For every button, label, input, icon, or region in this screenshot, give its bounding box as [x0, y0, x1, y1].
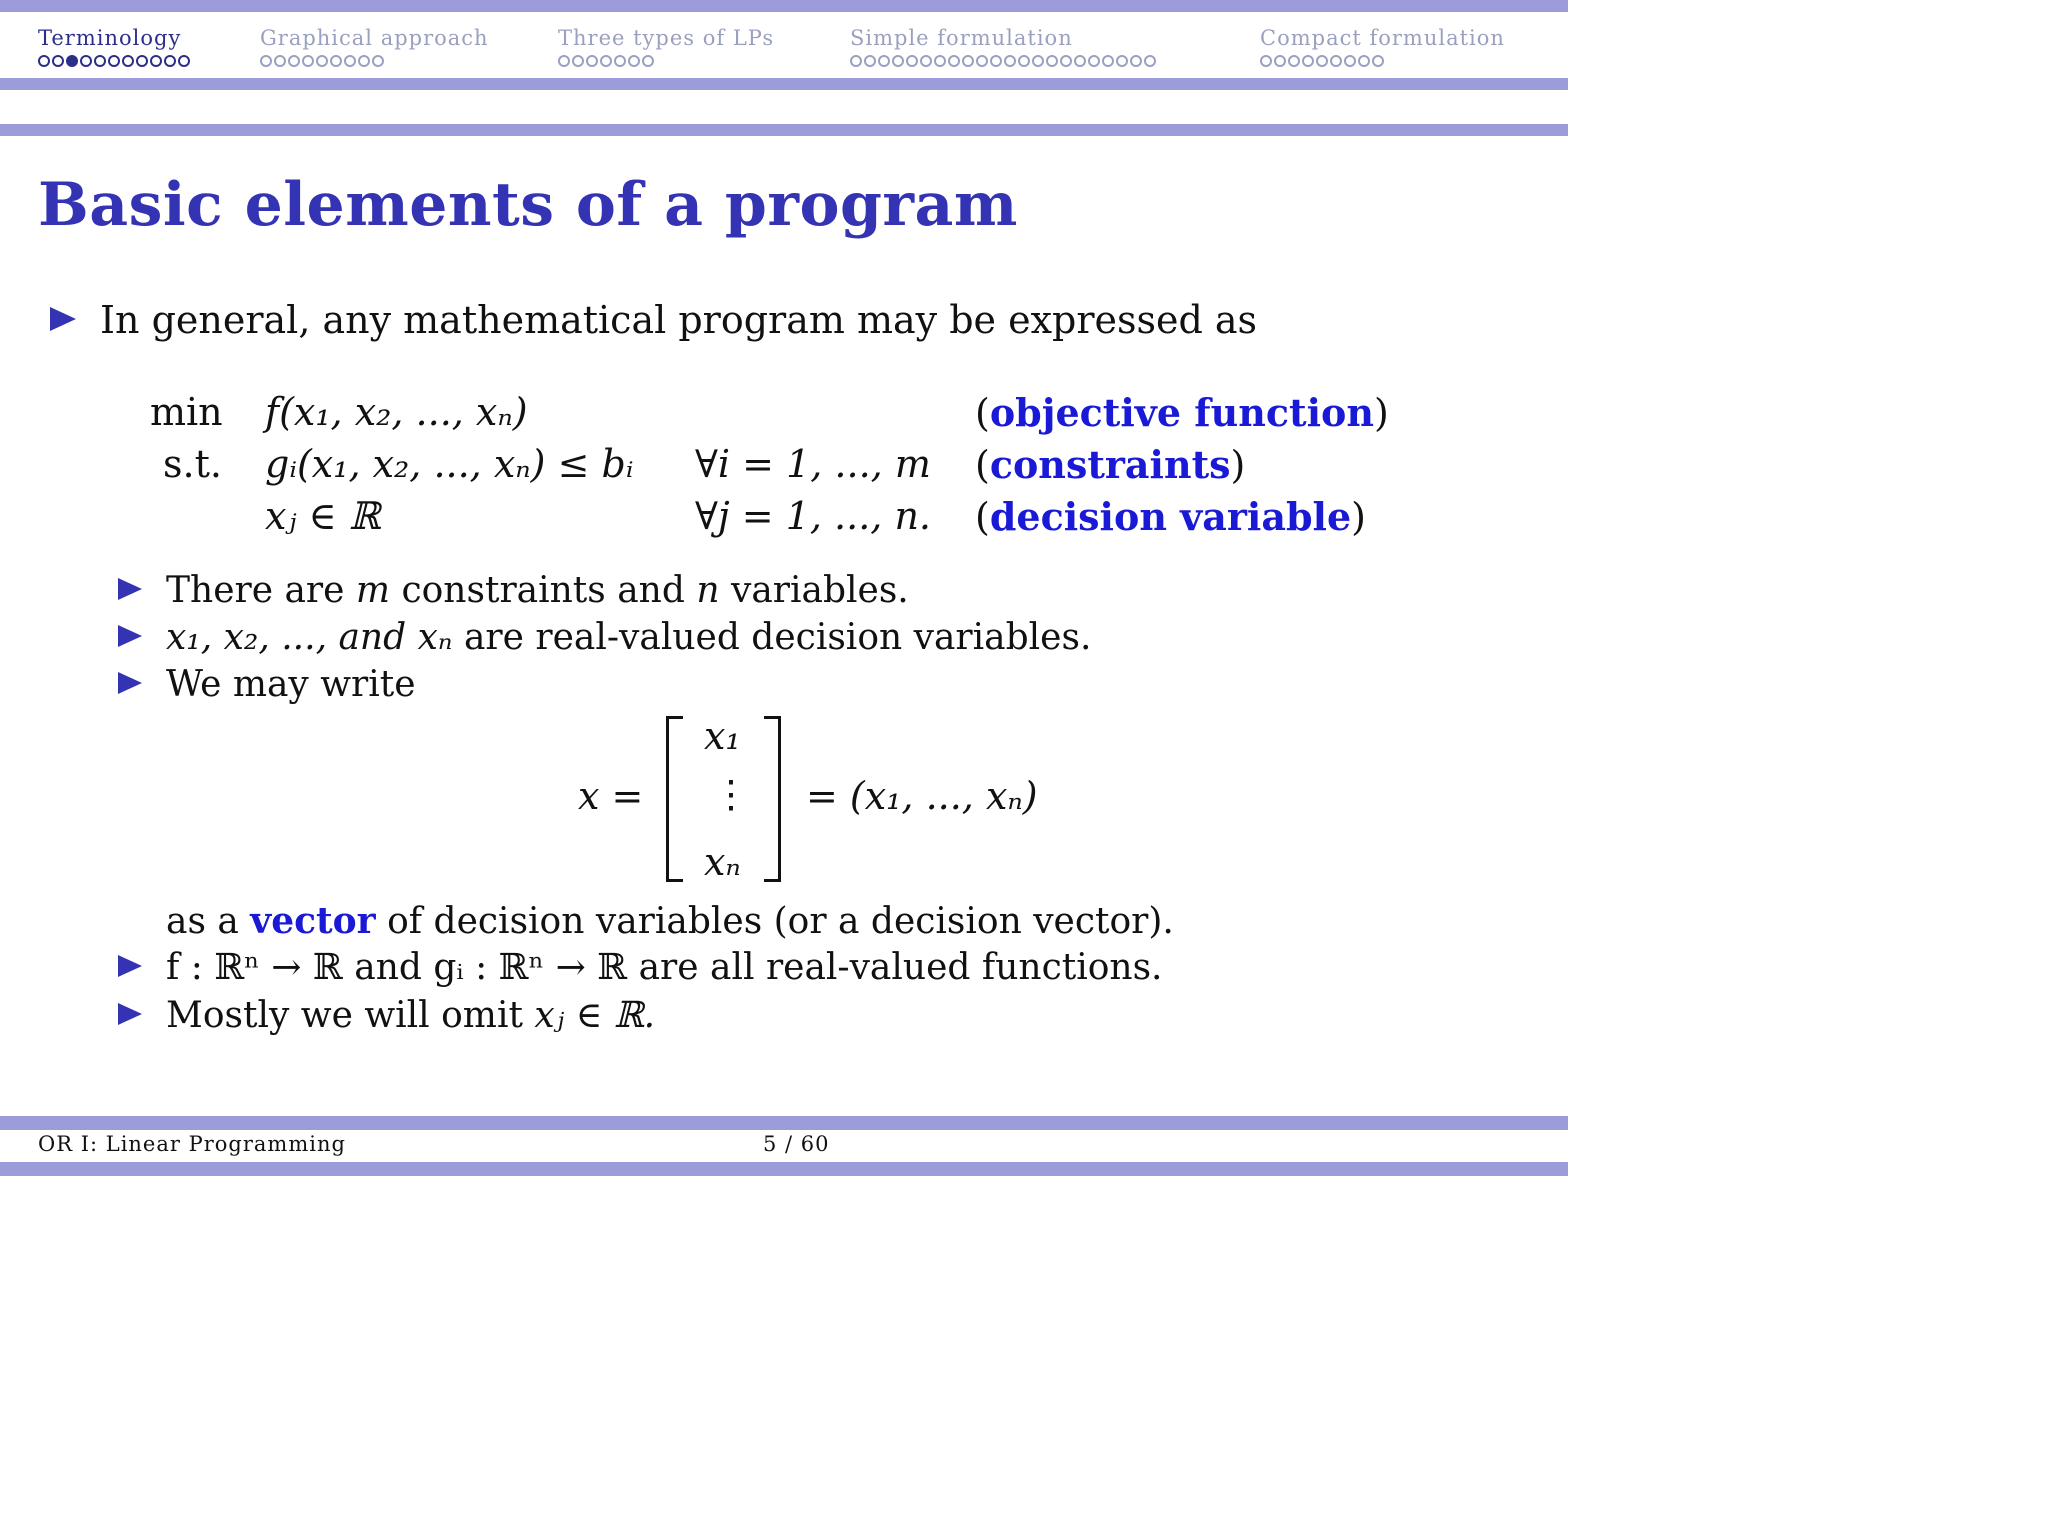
- nav-frame-dot[interactable]: [288, 55, 300, 67]
- nav-dots: [1260, 55, 1505, 71]
- nav-dots: [260, 55, 489, 71]
- keyword-constraints: constraints: [989, 442, 1231, 487]
- vector-continuation: [166, 900, 1174, 942]
- nav-frame-dot[interactable]: [976, 55, 988, 67]
- program-op-min: min: [150, 390, 223, 434]
- program-tag-objective: [975, 390, 1389, 435]
- nav-frame-dot[interactable]: [358, 55, 370, 67]
- nav-frame-dot[interactable]: [1102, 55, 1114, 67]
- vector-entry-bottom: xₙ: [704, 840, 741, 884]
- math-domain: xⱼ ∈ ℝ.: [534, 995, 656, 1036]
- nav-frame-dot[interactable]: [962, 55, 974, 67]
- page-number: 5 / 60: [763, 1132, 830, 1156]
- text-fragment: variables.: [719, 570, 909, 611]
- math-variable-list: x₁, x₂, ..., and xₙ: [166, 617, 453, 658]
- nav-frame-dot[interactable]: [164, 55, 176, 67]
- nav-frame-dot[interactable]: [920, 55, 932, 67]
- bullet-real-valued-functions: f : ℝⁿ → ℝ and gᵢ : ℝⁿ → ℝ are all real-valued functions.: [166, 947, 1163, 988]
- nav-frame-dot[interactable]: [150, 55, 162, 67]
- program-domain-range: ∀j = 1, ..., n.: [695, 494, 931, 538]
- nav-frame-dot[interactable]: [1344, 55, 1356, 67]
- nav-section-label[interactable]: Graphical approach: [260, 26, 489, 50]
- nav-frame-dot[interactable]: [1302, 55, 1314, 67]
- vector-vdots: ⋮: [712, 772, 750, 816]
- header-bottom-bar: [0, 78, 1568, 90]
- nav-section-terminology[interactable]: [38, 26, 190, 71]
- nav-dots: [558, 55, 774, 71]
- program-tag-constraints: [975, 442, 1245, 487]
- paren-open: (: [975, 391, 990, 435]
- nav-frame-dot[interactable]: [572, 55, 584, 67]
- nav-frame-dot[interactable]: [614, 55, 626, 67]
- nav-dots: [850, 55, 1156, 71]
- bullet-triangle-icon: [118, 1003, 142, 1025]
- nav-frame-dot[interactable]: [52, 55, 64, 67]
- nav-frame-dot[interactable]: [372, 55, 384, 67]
- nav-frame-dot[interactable]: [178, 55, 190, 67]
- intro-text: In general, any mathematical program may be expressed as: [100, 298, 1258, 342]
- nav-frame-dot[interactable]: [1316, 55, 1328, 67]
- nav-section-three-types[interactable]: [558, 26, 774, 71]
- bullet-triangle-icon: [118, 672, 142, 694]
- nav-frame-dot[interactable]: [864, 55, 876, 67]
- paren-close: ): [1373, 391, 1389, 435]
- section-navigation: [0, 26, 1568, 78]
- nav-frame-dot[interactable]: [1088, 55, 1100, 67]
- nav-frame-dot[interactable]: [260, 55, 272, 67]
- slide-title: Basic elements of a program: [38, 170, 1018, 240]
- nav-frame-dot[interactable]: [586, 55, 598, 67]
- nav-frame-dot[interactable]: [1074, 55, 1086, 67]
- program-domain-expr: xⱼ ∈ ℝ: [265, 494, 381, 538]
- nav-frame-dot[interactable]: [344, 55, 356, 67]
- nav-frame-dot[interactable]: [642, 55, 654, 67]
- nav-frame-dot[interactable]: [1288, 55, 1300, 67]
- nav-frame-dot[interactable]: [1372, 55, 1384, 67]
- nav-frame-dot[interactable]: [948, 55, 960, 67]
- nav-frame-dot[interactable]: [1060, 55, 1072, 67]
- nav-frame-dot[interactable]: [1032, 55, 1044, 67]
- text-fragment: constraints and: [390, 570, 697, 611]
- nav-frame-dot[interactable]: [600, 55, 612, 67]
- keyword-vector: vector: [250, 900, 376, 942]
- nav-frame-dot[interactable]: [1004, 55, 1016, 67]
- nav-dots: [38, 55, 190, 71]
- nav-frame-dot[interactable]: [94, 55, 106, 67]
- nav-section-graphical-approach[interactable]: [260, 26, 489, 71]
- nav-frame-dot[interactable]: [892, 55, 904, 67]
- nav-frame-dot[interactable]: [316, 55, 328, 67]
- bullet-real-valued-vars: [166, 617, 1091, 658]
- bullet-triangle-icon: [118, 955, 142, 977]
- footer: [38, 1132, 1538, 1162]
- footer-top-bar: [0, 1116, 1568, 1130]
- nav-frame-dot[interactable]: [906, 55, 918, 67]
- bullet-constraints-count: [166, 570, 909, 611]
- nav-section-label[interactable]: Terminology: [38, 26, 182, 50]
- vector-entry-top: x₁: [704, 714, 741, 758]
- paren-open: (: [975, 495, 990, 539]
- vector-lhs: x =: [578, 774, 644, 818]
- nav-frame-dot[interactable]: [136, 55, 148, 67]
- vector-rhs: = (x₁, ..., xₙ): [806, 774, 1038, 818]
- program-objective-expr: f(x₁, x₂, ..., xₙ): [265, 390, 528, 434]
- keyword-objective-function: objective function: [989, 390, 1374, 435]
- math-n: n: [696, 570, 720, 611]
- nav-frame-dot[interactable]: [878, 55, 890, 67]
- nav-frame-dot[interactable]: [1130, 55, 1142, 67]
- nav-frame-dot[interactable]: [274, 55, 286, 67]
- nav-section-simple-formulation[interactable]: [850, 26, 1156, 71]
- header-top-bar: [0, 0, 1568, 12]
- text-fragment: of decision variables (or a decision vector).: [375, 901, 1174, 942]
- nav-frame-dot[interactable]: [1046, 55, 1058, 67]
- nav-frame-dot[interactable]: [330, 55, 342, 67]
- nav-frame-dot[interactable]: [990, 55, 1002, 67]
- nav-frame-dot[interactable]: [1260, 55, 1272, 67]
- bullet-omit-domain: [166, 995, 655, 1036]
- bullet-triangle-icon: [118, 625, 142, 647]
- nav-section-label[interactable]: Three types of LPs: [558, 26, 775, 50]
- nav-frame-dot[interactable]: [1116, 55, 1128, 67]
- math-m: m: [355, 570, 391, 611]
- nav-frame-dot[interactable]: [1274, 55, 1286, 67]
- nav-frame-dot[interactable]: [66, 55, 78, 67]
- text-fragment: There are: [166, 570, 356, 611]
- paren-open: (: [975, 443, 990, 487]
- right-bracket: [764, 716, 781, 882]
- nav-section-compact-formulation[interactable]: [1260, 26, 1505, 71]
- nav-section-label[interactable]: Simple formulation: [850, 26, 1073, 50]
- nav-frame-dot[interactable]: [558, 55, 570, 67]
- nav-frame-dot[interactable]: [1330, 55, 1342, 67]
- keyword-decision-variable: decision variable: [989, 494, 1352, 539]
- nav-frame-dot[interactable]: [302, 55, 314, 67]
- nav-frame-dot[interactable]: [1358, 55, 1370, 67]
- program-tag-decision-variable: [975, 494, 1366, 539]
- nav-frame-dot[interactable]: [108, 55, 120, 67]
- bullet-we-may-write: We may write: [166, 664, 416, 705]
- nav-frame-dot[interactable]: [1144, 55, 1156, 67]
- nav-frame-dot[interactable]: [628, 55, 640, 67]
- left-bracket: [666, 716, 683, 882]
- text-fragment: as a: [166, 901, 251, 942]
- nav-frame-dot[interactable]: [850, 55, 862, 67]
- nav-frame-dot[interactable]: [1018, 55, 1030, 67]
- footer-title: OR I: Linear Programming: [38, 1132, 346, 1156]
- program-op-st: s.t.: [163, 442, 222, 486]
- nav-frame-dot[interactable]: [38, 55, 50, 67]
- paren-close: ): [1351, 495, 1366, 539]
- nav-frame-dot[interactable]: [934, 55, 946, 67]
- frametitle-bar: [0, 124, 1568, 136]
- program-constraint-range: ∀i = 1, ..., m: [695, 442, 931, 486]
- text-fragment: are real-valued decision variables.: [452, 617, 1092, 658]
- program-constraint-expr: gᵢ(x₁, x₂, ..., xₙ) ≤ bᵢ: [265, 442, 634, 486]
- text-fragment: Mostly we will omit: [166, 995, 535, 1036]
- footer-bottom-bar: [0, 1162, 1568, 1176]
- paren-close: ): [1230, 443, 1246, 487]
- nav-frame-dot[interactable]: [80, 55, 92, 67]
- bullet-triangle-icon: [50, 307, 76, 331]
- bullet-triangle-icon: [118, 578, 142, 600]
- nav-frame-dot[interactable]: [122, 55, 134, 67]
- nav-section-label[interactable]: Compact formulation: [1260, 26, 1505, 50]
